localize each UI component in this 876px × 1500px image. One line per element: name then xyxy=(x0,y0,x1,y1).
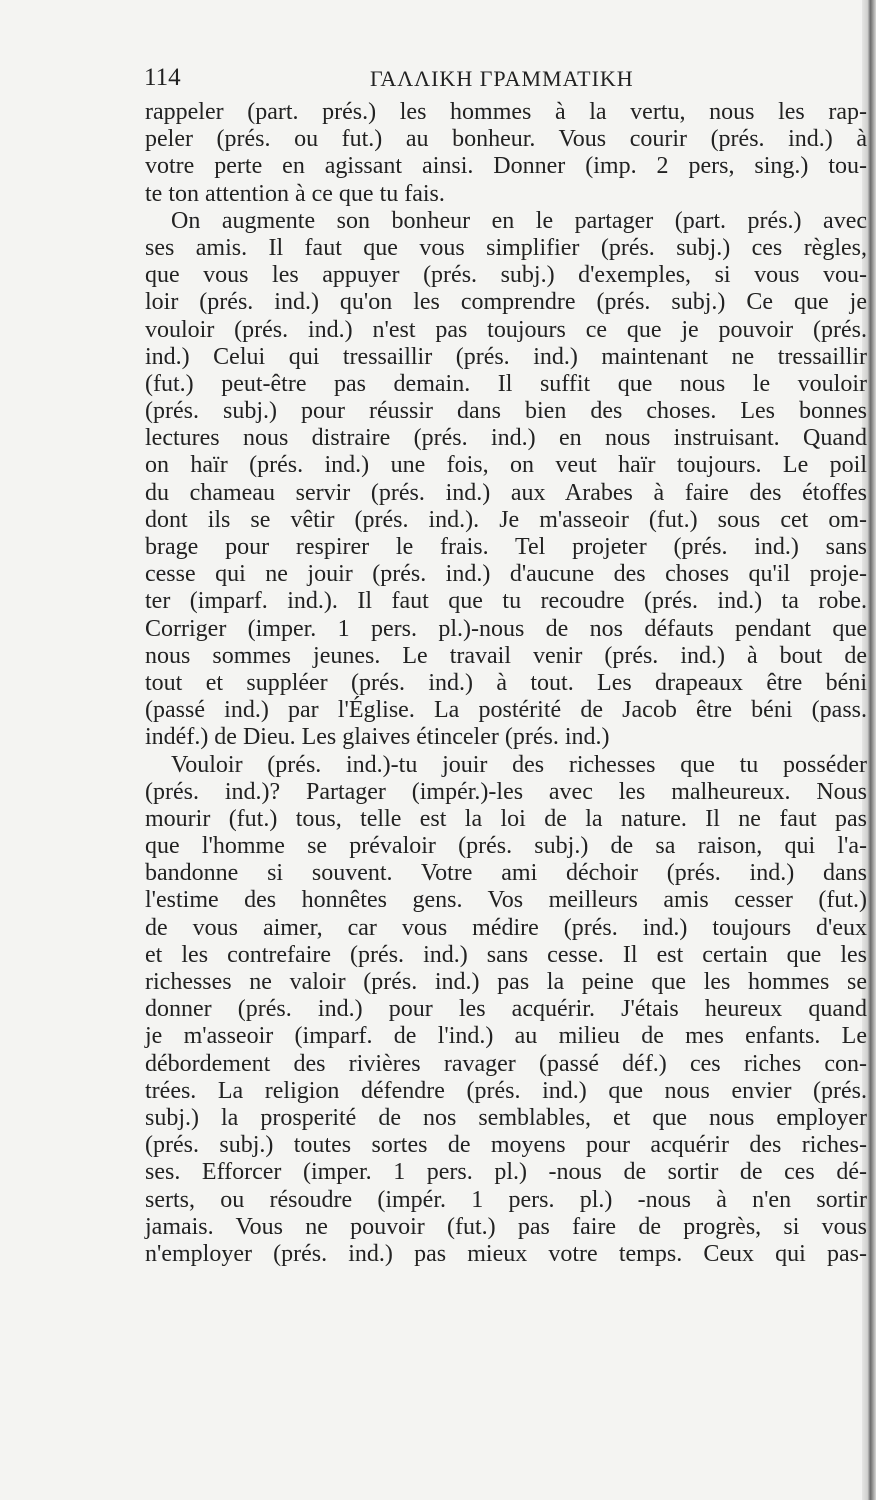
text-line: donner (prés. ind.) pour les acquérir. J'étais heureux quand xyxy=(145,996,867,1023)
text-line: dont ils se vêtir (prés. ind.). Je m'asseoir (fut.) sous cet om- xyxy=(145,506,867,533)
running-title: ΓΑΛΛΙΚΗ ΓΡΑΜΜΑΤΙΚΗ xyxy=(370,66,634,91)
text-line: Corriger (imper. 1 pers. pl.)-nous de nos défauts pendant que xyxy=(145,615,867,642)
text-line: loir (prés. ind.) qu'on les comprendre (prés. subj.) Ce que je xyxy=(145,289,867,316)
page-number: 114 xyxy=(144,64,181,91)
text-line: mourir (fut.) tous, telle est la loi de la nature. Il ne faut pas xyxy=(145,805,867,832)
text-line: jamais. Vous ne pouvoir (fut.) pas faire de progrès, si vous xyxy=(145,1213,867,1240)
text-line: (passé ind.) par l'Église. La postérité de Jacob être béni (pass. xyxy=(145,697,867,724)
text-line: (prés. subj.) toutes sortes de moyens pour acquérir des riches- xyxy=(145,1132,867,1159)
text-line: que vous les appuyer (prés. subj.) d'exemples, si vous vou- xyxy=(145,262,867,289)
text-line: l'estime des honnêtes gens. Vos meilleurs amis cesser (fut.) xyxy=(145,887,867,914)
text-line: (fut.) peut-être pas demain. Il suffit que nous le vouloir xyxy=(145,370,867,397)
text-line: je m'asseoir (imparf. de l'ind.) au milieu de mes enfants. Le xyxy=(145,1023,867,1050)
text-line: serts, ou résoudre (impér. 1 pers. pl.) -nous à n'en sortir xyxy=(145,1186,867,1213)
text-line: ses. Efforcer (imper. 1 pers. pl.) -nous de sortir de ces dé- xyxy=(145,1159,867,1186)
text-line: du chameau servir (prés. ind.) aux Arabes à faire des étoffes xyxy=(145,479,867,506)
page-header xyxy=(140,64,860,100)
text-line: bandonne si souvent. Votre ami déchoir (prés. ind.) dans xyxy=(145,860,867,887)
text-line: débordement des rivières ravager (passé déf.) ces riches con- xyxy=(145,1050,867,1077)
body-text xyxy=(145,99,867,1268)
text-line: ter (imparf. ind.). Il faut que tu recoudre (prés. ind.) ta robe. xyxy=(145,588,867,615)
text-line: cesse qui ne jouir (prés. ind.) d'aucune des choses qu'il proje- xyxy=(145,561,867,588)
text-line: (prés. subj.) pour réussir dans bien des choses. Les bonnes xyxy=(145,398,867,425)
text-line: rappeler (part. prés.) les hommes à la vertu, nous les rap- xyxy=(145,99,867,125)
text-line: te ton attention à ce que tu fais. xyxy=(145,180,445,207)
text-line: ind.) Celui qui tressaillir (prés. ind.) maintenant ne tressaillir xyxy=(145,343,867,370)
text-line: tout et suppléer (prés. ind.) à tout. Les drapeaux être béni xyxy=(145,669,867,696)
text-line: vouloir (prés. ind.) n'est pas toujours ce que je pouvoir (prés. xyxy=(145,316,867,343)
text-line: trées. La religion défendre (prés. ind.) que nous envier (prés. xyxy=(145,1077,867,1104)
text-line: et les contrefaire (prés. ind.) sans cesse. Il est certain que les xyxy=(145,941,867,968)
text-line: Vouloir (prés. ind.)-tu jouir des richesses que tu posséder xyxy=(171,751,867,778)
text-line: n'employer (prés. ind.) pas mieux votre temps. Ceux qui pas- xyxy=(145,1240,867,1267)
text-line: votre perte en agissant ainsi. Donner (imp. 2 pers, sing.) tou- xyxy=(145,153,867,180)
text-line: ses amis. Il faut que vous simplifier (prés. subj.) ces règles, xyxy=(145,234,867,261)
text-line: on haïr (prés. ind.) une fois, on veut haïr toujours. Le poil xyxy=(145,452,867,479)
text-line: nous sommes jeunes. Le travail venir (prés. ind.) à bout de xyxy=(145,642,867,669)
text-line: lectures nous distraire (prés. ind.) en nous instruisant. Quand xyxy=(145,425,867,452)
text-line: (prés. ind.)? Partager (impér.)-les avec les malheureux. Nous xyxy=(145,778,867,805)
text-line: subj.) la prosperité de nos semblables, et que nous employer xyxy=(145,1104,867,1131)
text-line: de vous aimer, car vous médire (prés. ind.) toujours d'eux xyxy=(145,914,867,941)
text-line: peler (prés. ou fut.) au bonheur. Vous courir (prés. ind.) à xyxy=(145,126,867,153)
text-line: brage pour respirer le frais. Tel projeter (prés. ind.) sans xyxy=(145,534,867,560)
text-line: On augmente son bonheur en le partager (part. prés.) avec xyxy=(171,207,867,234)
text-line: indéf.) de Dieu. Les glaives étinceler (prés. ind.) xyxy=(145,724,610,751)
text-line: que l'homme se prévaloir (prés. subj.) de sa raison, qui l'a- xyxy=(145,833,867,860)
text-line: richesses ne valoir (prés. ind.) pas la peine que les hommes se xyxy=(145,969,867,995)
